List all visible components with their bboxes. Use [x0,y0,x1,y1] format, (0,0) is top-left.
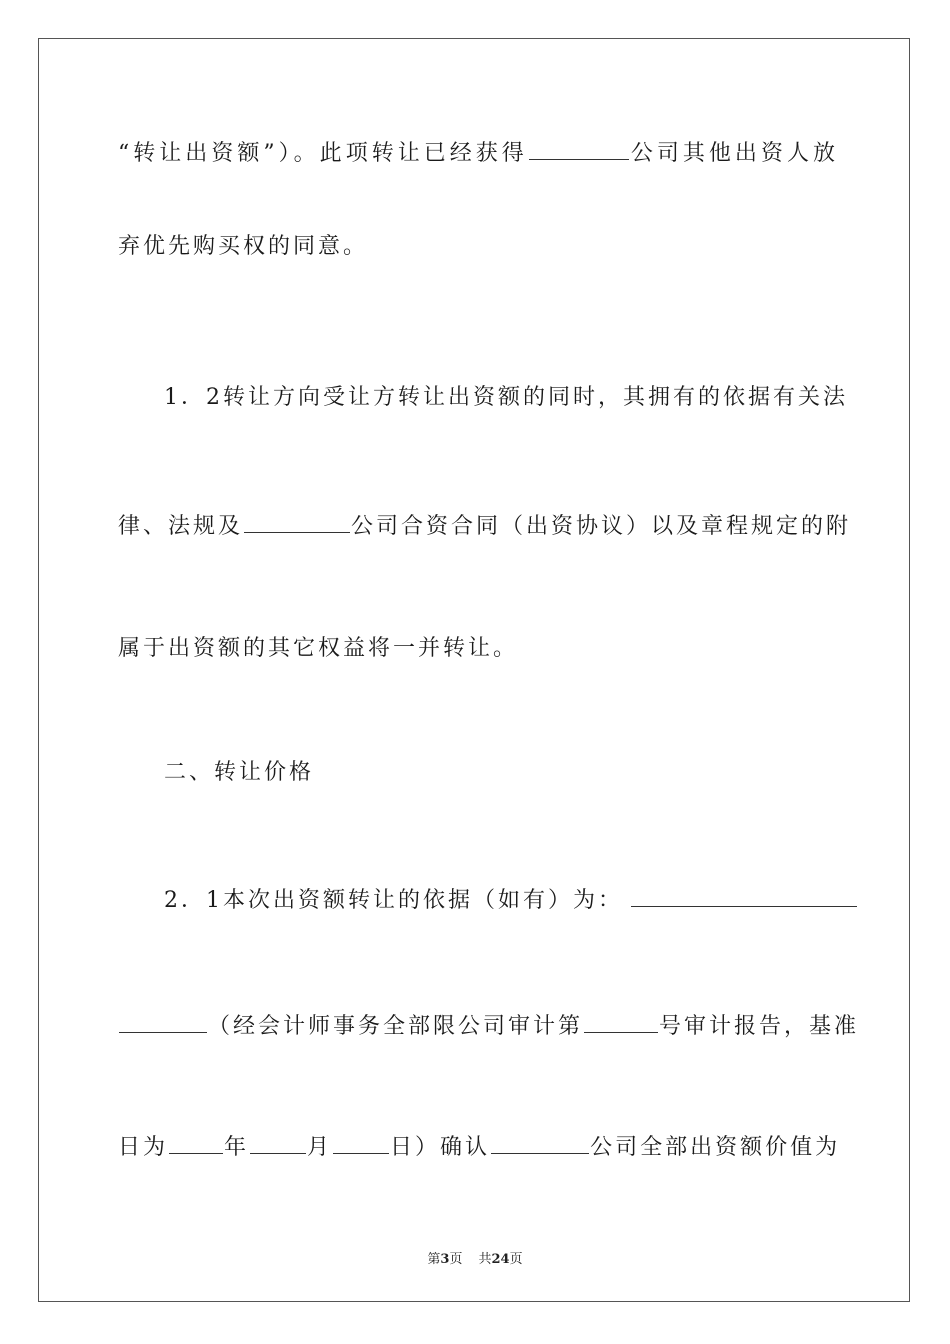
fill-in-blank [529,137,629,160]
section-heading [164,758,884,788]
text-segment: 律、法规及 [118,514,244,539]
paragraph-line [118,510,852,542]
text-segment: 日）确认 [390,1135,491,1160]
text-segment: 属于出资额的其它权益将一并转让。 [118,636,519,661]
text-segment: 公司全部出资额价值为 [590,1135,841,1160]
text-segment: 年 [224,1135,250,1160]
footer-text: 第 [427,1252,441,1267]
fill-in-blank [491,1131,589,1154]
paragraph-line [118,634,838,664]
text-segment: “转让出资额”）。此项转让已经获得 [118,141,528,166]
paragraph-line [118,1010,860,1042]
footer-text: 页 [509,1252,523,1267]
paragraph-line [118,232,838,262]
fill-in-blank [584,1010,658,1033]
paragraph-line-indented [164,884,838,916]
total-page-number: 24 [491,1252,510,1267]
fill-in-blank [169,1131,223,1154]
footer-text: 共 [478,1252,492,1267]
fill-in-blank [244,510,350,533]
text-segment: （经会计师事务全部限公司审计第 [208,1014,584,1039]
page-border [38,38,910,1302]
fill-in-blank [631,884,857,907]
text-segment: 弃优先购买权的同意。 [118,234,369,259]
paragraph-line [118,137,838,169]
current-page-number: 3 [440,1252,450,1267]
fill-in-blank [250,1131,306,1154]
text-segment: 号审计报告，基准 [659,1014,860,1039]
fill-in-blank [119,1010,207,1033]
text-segment: 日为 [118,1135,169,1160]
text-segment: 公司其他出资人放 [629,141,838,166]
text-segment: 公司合资合同（出资协议）以及章程规定的附 [351,514,852,539]
text-segment: 2．1本次出资额转让的依据（如有）为： [164,888,623,913]
text-segment: 月 [307,1135,333,1160]
paragraph-line-indented [164,383,848,413]
fill-in-blank [333,1131,389,1154]
heading-text: 二、转让价格 [164,760,315,785]
text-segment: 1．2转让方向受让方转让出资额的同时，其拥有的依据有关法 [164,385,848,410]
footer-text: 页 [449,1252,463,1267]
page-footer [0,1248,950,1267]
paragraph-line [118,1131,841,1163]
